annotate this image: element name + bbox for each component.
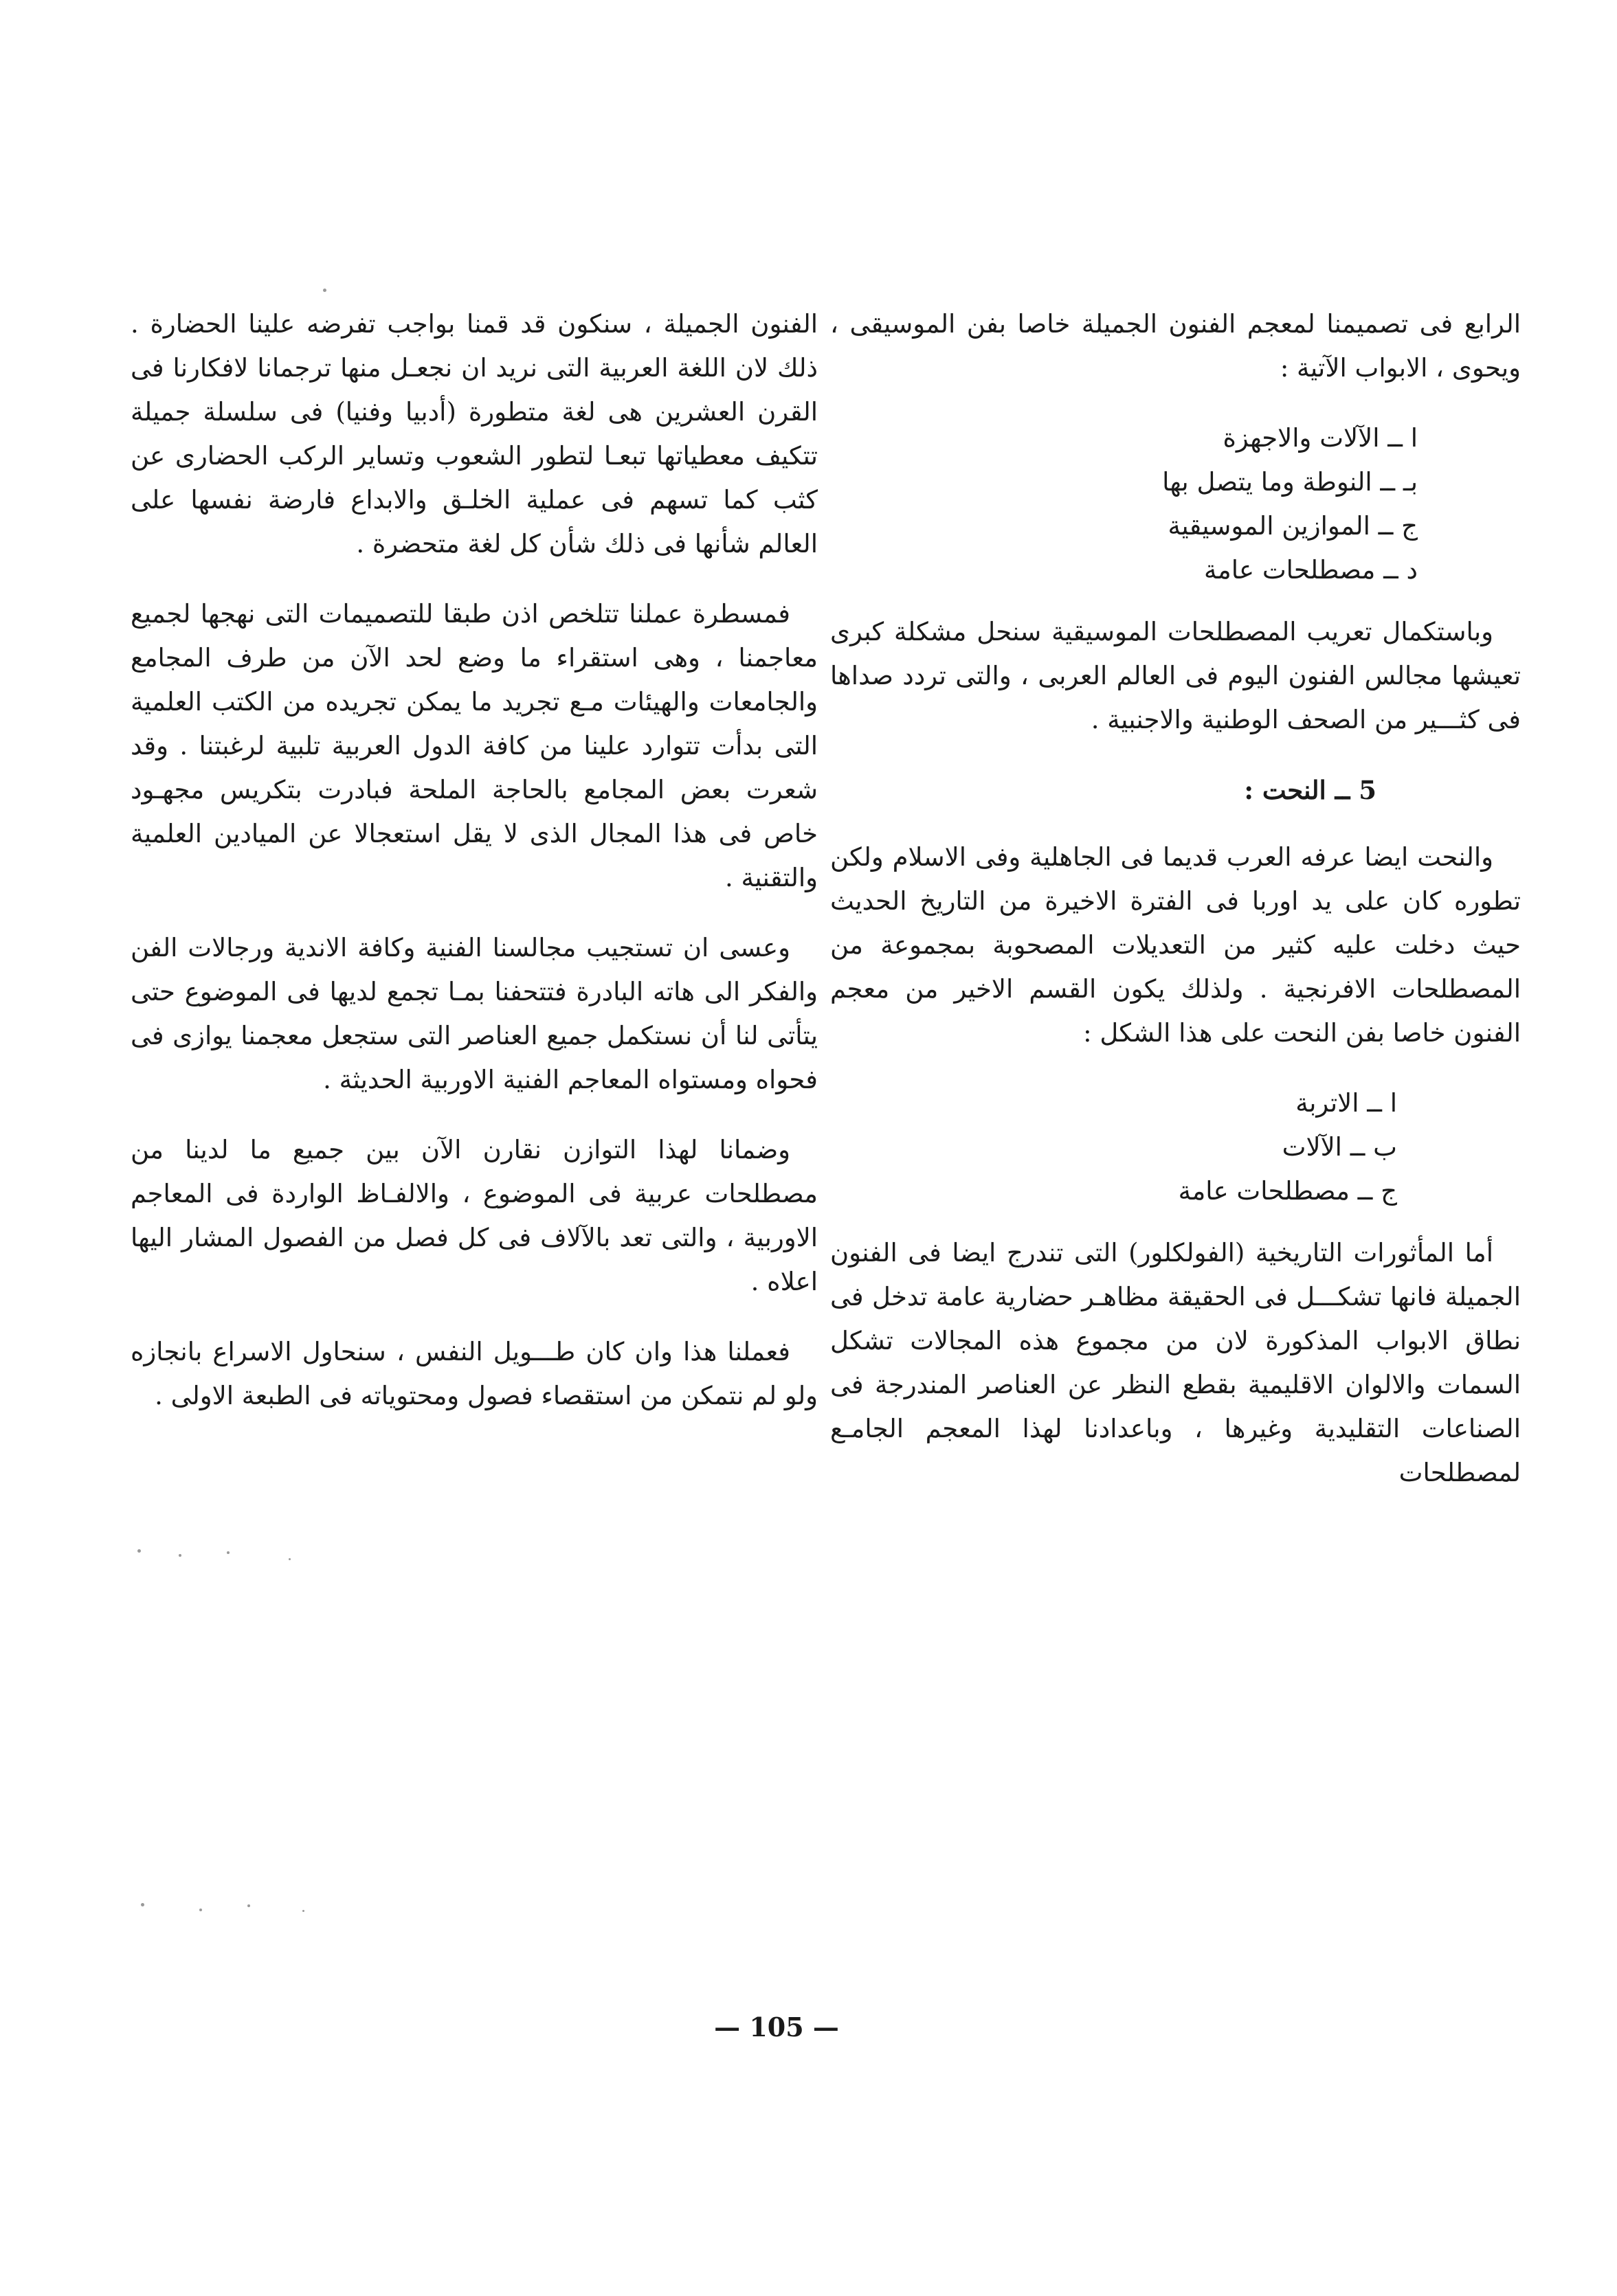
sculpture-section-item: ا ــ الاتربة bbox=[1295, 1088, 1397, 1118]
sculpture-section-item: ج ــ مصطلحات عامة bbox=[1178, 1176, 1397, 1206]
balance-paragraph: وضمانا لهذا التوازن نقارن الآن بين جميع ما لدينا من مصطلحات عربية فى الموضوع ، والالفـاظ الواردة فى المعاجم الاوربية ، والتى تعد بالآلاف فى كل فصل من الفصول المشار اليها اعلاه . bbox=[131, 1135, 818, 1296]
sculpture-paragraph: والنحت ايضا عرفه العرب قديما فى الجاهلية وفى الاسلام ولكن تطوره كان على يد اوربا فى الفترة الاخيرة من التاريخ الحديث حيث دخلت عليه كثير من التعديلات المصحوبة بمجموعة من المصطلحات الافرنجية . ولذلك يكون القسم الاخير من معجم الفنون خاصا بفن النحت على هذا الشكل : bbox=[830, 842, 1521, 1048]
scan-speck bbox=[137, 1549, 141, 1553]
scan-speck bbox=[289, 1558, 291, 1560]
sculpture-heading: 5 ــ النحت : bbox=[1244, 775, 1376, 805]
music-section-item: بـ ــ النوطة وما يتصل بها bbox=[1162, 467, 1418, 497]
scan-speck bbox=[302, 1910, 304, 1912]
music-terms-paragraph: وباستكمال تعريب المصطلحات الموسيقية سنحل مشكلة كبرى تعيشها مجالس الفنون اليوم فى العالم العربى ، والتى تردد صداها فى كثـــير من الصحف الوطنية والاجنبية . bbox=[830, 617, 1521, 734]
scan-speck bbox=[227, 1551, 230, 1554]
page-number: — 105 — bbox=[714, 2012, 839, 2042]
left-column bbox=[131, 302, 818, 1444]
appeal-paragraph: وعسى ان تستجيب مجالسنا الفنية وكافة الاندية ورجالات الفن والفكر الى هاته البادرة فتتحفنا بمـا تجمع لديها فى الموضوع حتى يتأتى لنا أن نستكمل جميع العناصر التى ستجعل معجمنا يوازى فى فحواه ومستواه المعاجم الفنية الاوربية الحديثة . bbox=[131, 933, 818, 1094]
music-section-item: ا ــ الآلات والاجهزة bbox=[1223, 423, 1418, 453]
closing-paragraph: فعملنا هذا وان كان طـــويل النفس ، سنحاول الاسراع بانجازه ولو لم نتمكن من استقصاء فصول ومحتوياته فى الطبعة الاولى . bbox=[131, 1337, 818, 1410]
folklore-paragraph: أما المأثورات التاريخية (الفولكلور) التى تندرج ايضا فى الفنون الجميلة فانها تشكـــل فى الحقيقة مظاهـر حضارية عامة تدخل فى نطاق الابواب المذكورة لان من مجموع هذه المجالات تشكل السمات والالوان الاقليمية بقطع النظر عن العناصر المندرجة فى الصناعات التقليدية وغيرها ، وباعدادنا لهذا المعجم الجامـع لمصطلحات bbox=[830, 1238, 1521, 1487]
method-paragraph: فمسطرة عملنا تتلخص اذن طبقا للتصميمات التى نهجها لجميع معاجمنا ، وهى استقراء ما وضع لحد الآن من طرف المجامع والجامعات والهيئات مـع تجريد ما يمكن تجريده من الكتب العلمية التى بدأت تتوارد علينا من كافة الدول العربية تلبية لرغبتنا . وقد شعرت بعض المجامع بالحاجة الملحة فبادرت بتكريس مجهـود خاص فى هذا المجال الذى لا يقل استعجالا عن الميادين العلمية والتقنية . bbox=[131, 599, 818, 892]
right-intro-paragraph: الرابع فى تصميمنا لمعجم الفنون الجميلة خاصا بفن الموسيقى ، ويحوى ، الابواب الآتية : bbox=[830, 309, 1521, 383]
right-column bbox=[830, 302, 1521, 1521]
music-section-item: ج ــ الموازين الموسيقية bbox=[1168, 511, 1418, 541]
music-sections-list bbox=[830, 416, 1521, 592]
scan-speck bbox=[141, 1903, 144, 1906]
fine-arts-paragraph: الفنون الجميلة ، سنكون قد قمنا بواجب تفرضه علينا الحضارة . ذلك لان اللغة العربية التى نريد ان نجعـل منها ترجمانا لافكارنا فى القرن العشرين هى لغة متطورة (أدبيا وفنيا) فى سلسلة جميلة تتكيف معطياتها تبعـا لتطور الشعوب وتساير الركب الحضارى عن كثب كما تسهم فى عملية الخلـق والابداع فارضة نفسها على العالم شأنها فى ذلك شأن كل لغة متحضرة . bbox=[131, 309, 818, 559]
sculpture-section-item: ب ــ الآلات bbox=[1282, 1132, 1397, 1162]
sculpture-sections-list bbox=[830, 1081, 1521, 1213]
scan-speck bbox=[179, 1554, 181, 1557]
scan-speck bbox=[199, 1909, 202, 1911]
scan-speck bbox=[247, 1904, 250, 1907]
music-section-item: د ــ مصطلحات عامة bbox=[1204, 555, 1418, 585]
scan-speck bbox=[323, 289, 326, 292]
